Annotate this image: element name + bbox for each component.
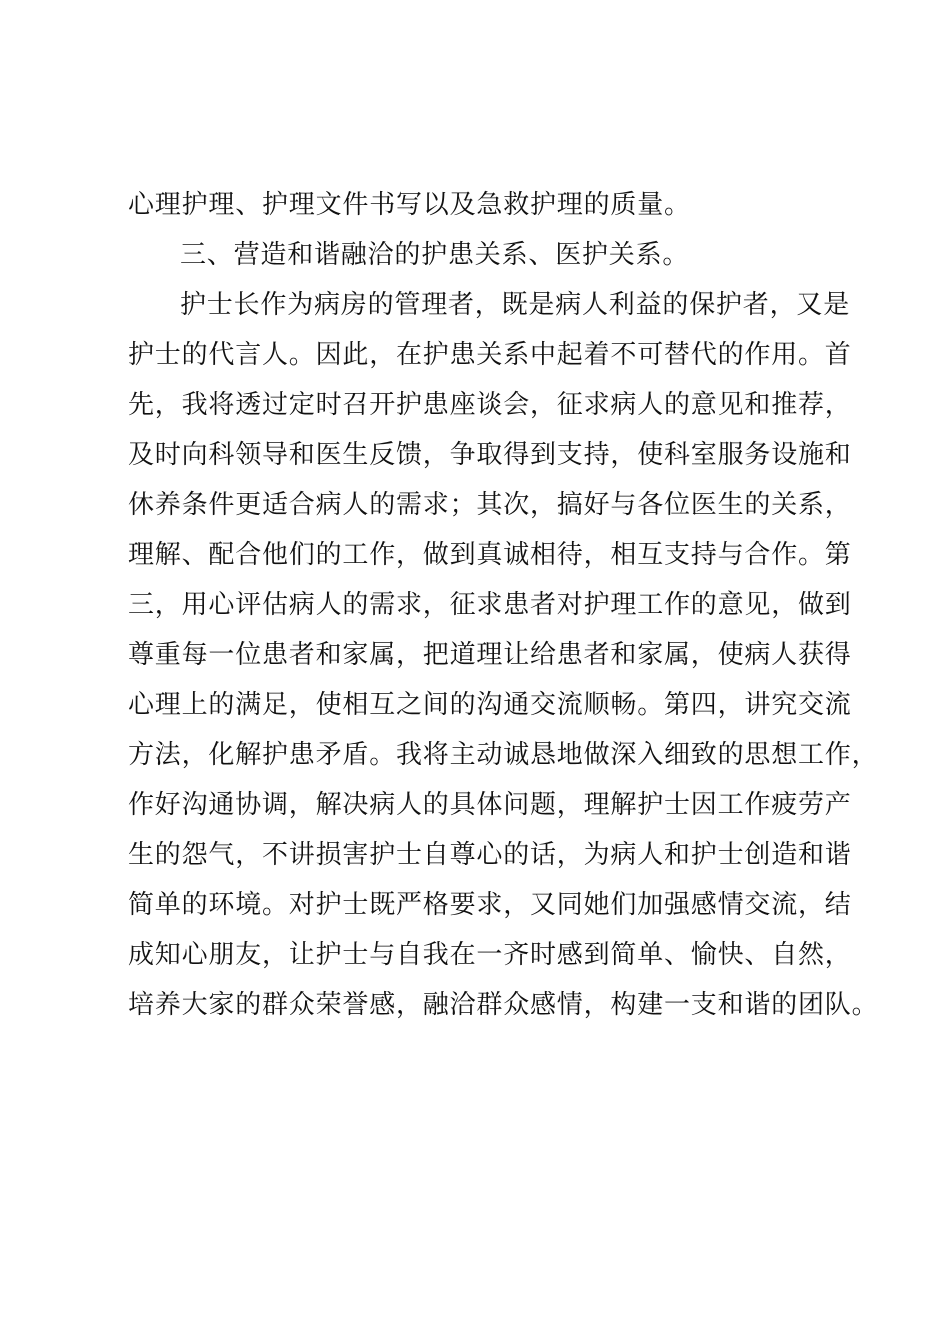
paragraph-continuation-line: 心理护理、护理文件书写以及急救护理的质量。 xyxy=(128,190,691,220)
paragraph-line: 简单的环境。对护士既严格要求，又同她们加强感情交流，结 xyxy=(128,890,852,920)
paragraph-line: 作好沟通协调，解决病人的具体问题，理解护士因工作疲劳产 xyxy=(128,790,852,820)
paragraph-line: 护士的代言人。因此，在护患关系中起着不可替代的作用。首 xyxy=(128,340,852,370)
paragraph-line: 理解、配合他们的工作，做到真诚相待，相互支持与合作。第 xyxy=(128,540,852,570)
paragraph-line: 休养条件更适合病人的需求；其次，搞好与各位医生的关系， xyxy=(128,490,852,520)
paragraph-last-line: 培养大家的群众荣誉感，融洽群众感情，构建一支和谐的团队。 xyxy=(128,990,879,1020)
paragraph-line: 尊重每一位患者和家属，把道理让给患者和家属，使病人获得 xyxy=(128,640,852,670)
paragraph-line: 方法，化解护患矛盾。我将主动诚恳地做深入细致的思想工作， xyxy=(128,740,879,770)
paragraph-line: 三，用心评估病人的需求，征求患者对护理工作的意见，做到 xyxy=(128,590,852,620)
paragraph-line: 生的怨气，不讲损害护士自尊心的话，为病人和护士创造和谐 xyxy=(128,840,852,870)
section-heading: 三、营造和谐融洽的护患关系、医护关系。 xyxy=(180,240,690,270)
paragraph-line: 心理上的满足，使相互之间的沟通交流顺畅。第四，讲究交流 xyxy=(128,690,852,720)
paragraph-line: 及时向科领导和医生反馈，争取得到支持，使科室服务设施和 xyxy=(128,440,852,470)
paragraph-line: 成知心朋友，让护士与自我在一齐时感到简单、愉快、自然， xyxy=(128,940,852,970)
paragraph-first-line: 护士长作为病房的管理者，既是病人利益的保护者，又是 xyxy=(180,290,851,320)
paragraph-line: 先，我将透过定时召开护患座谈会，征求病人的意见和推荐， xyxy=(128,390,852,420)
